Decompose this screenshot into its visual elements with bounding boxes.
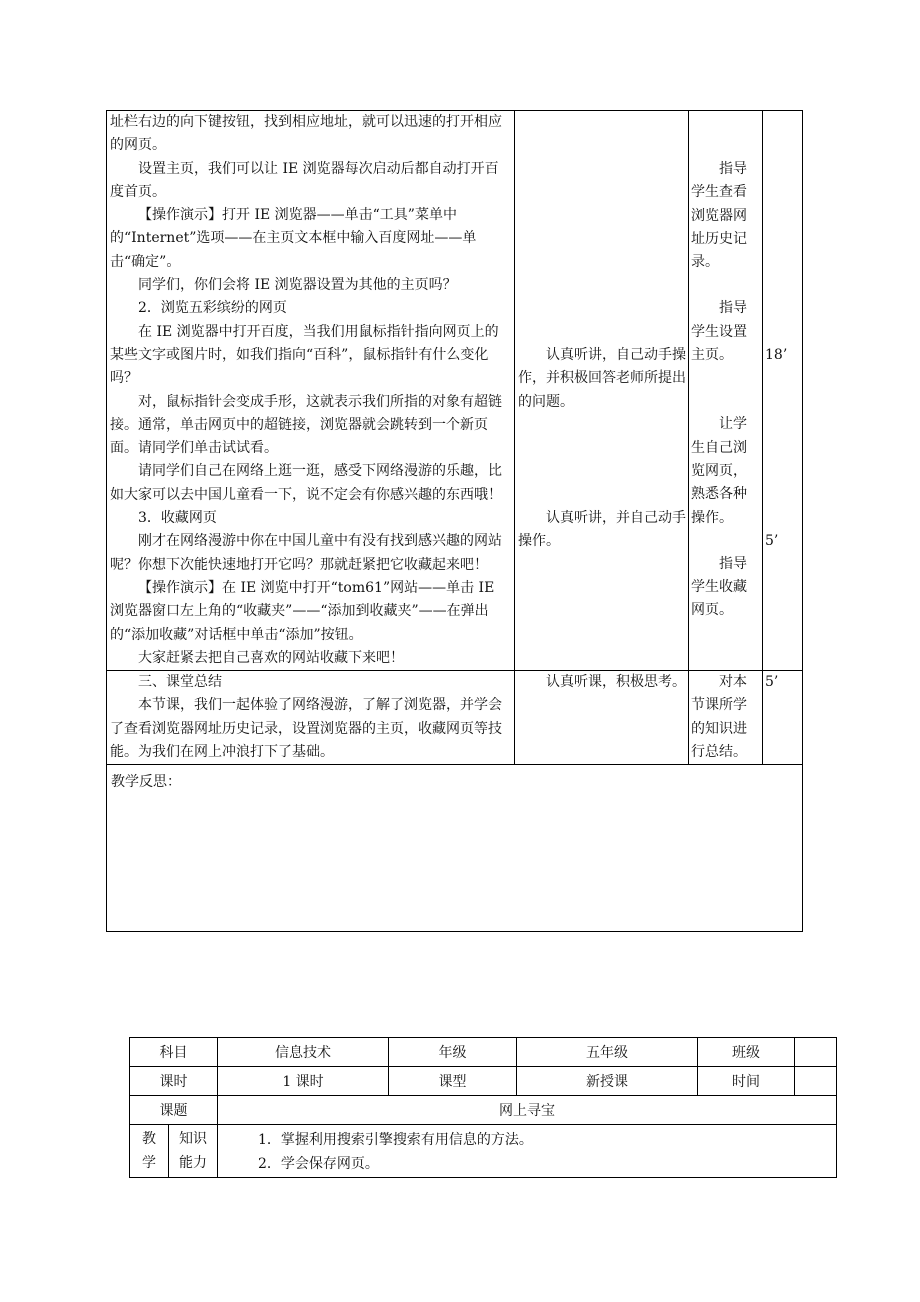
topic-label: 课题	[130, 1096, 218, 1125]
objective-label-knowledge: 知识 能力	[169, 1125, 218, 1178]
time-value	[795, 1067, 837, 1096]
summary-heading: 三、课堂总结	[138, 674, 222, 691]
time-value-2: 5’	[765, 533, 779, 550]
reflection-label: 教学反思：	[111, 774, 181, 791]
hours-label: 课时	[130, 1067, 218, 1096]
main-para-10: 【操作演示】在 IE 浏览中打开“tom61”网站——单击 IE 浏览器窗口左上角的“收藏夹”——“添加到收藏夹”——在弹出的“添加收藏”对话框中单击“添加”按钮。	[110, 579, 495, 643]
summary-time-value: 5’	[765, 674, 779, 691]
topic-value: 网上寻宝	[218, 1096, 837, 1125]
main-para-4: 2．浏览五彩缤纷的网页	[138, 300, 287, 317]
subject-value: 信息技术	[218, 1038, 389, 1067]
reflection-cell	[107, 765, 803, 932]
lesson-process-table	[106, 110, 803, 932]
summary-body: 本节课，我们一起体验了网络漫游，了解了浏览器，并学会了查看浏览器网址历史记录，设置浏览器的主页，收藏网页等技能。为我们在网上冲浪打下了基础。	[110, 697, 502, 761]
reflection-row	[107, 765, 803, 932]
info-row-hours	[130, 1067, 837, 1096]
main-para-1: 设置主页，我们可以让 IE 浏览器每次启动后都自动打开百度首页。	[110, 160, 499, 200]
objective-label-teaching: 教 学	[130, 1125, 169, 1178]
teacher-activity-cell	[107, 111, 515, 671]
design-intent-4: 指导学生收藏网页。	[691, 555, 747, 619]
time-cell	[763, 111, 803, 671]
design-intent-2: 指导学生设置主页。	[691, 300, 747, 364]
summary-cell	[107, 671, 515, 765]
info-row-objectives	[130, 1125, 837, 1178]
design-intent-3: 让学生自己浏览网页，熟悉各种操作。	[691, 416, 747, 526]
design-intent-cell	[689, 111, 763, 671]
summary-intent-cell	[689, 671, 763, 765]
lesson-info-table	[129, 1037, 837, 1178]
main-para-8: 3．收藏网页	[138, 510, 217, 527]
design-intent-1: 指导学生查看浏览器网址历史记录。	[691, 161, 747, 271]
main-para-7: 请同学们自己在网络上逛一逛，感受下网络漫游的乐趣，比如大家可以去中国儿童看一下，说不定会有你感兴趣的东西哦！	[110, 463, 502, 503]
class-value	[795, 1038, 837, 1067]
grade-label: 年级	[389, 1038, 517, 1067]
hours-value: 1 课时	[218, 1067, 389, 1096]
class-label: 班级	[698, 1038, 795, 1067]
student-activity-cell	[515, 111, 689, 671]
student-activity-1: 认真听讲，自己动手操作，并积极回答老师所提出的问题。	[518, 347, 686, 410]
summary-student-cell	[515, 671, 689, 765]
type-value: 新授课	[517, 1067, 698, 1096]
time-label: 时间	[698, 1067, 795, 1096]
student-activity-2: 认真听讲，并自己动手操作。	[518, 509, 686, 550]
subject-label: 科目	[130, 1038, 218, 1067]
main-para-5: 在 IE 浏览器中打开百度，当我们用鼠标指针指向网页上的某些文字或图片时，如我们指向“百科”，鼠标指针有什么变化吗？	[110, 323, 499, 387]
summary-row	[107, 671, 803, 765]
activity-row-browsing	[107, 111, 803, 671]
info-row-topic	[130, 1096, 837, 1125]
grade-value: 五年级	[517, 1038, 698, 1067]
main-para-2: 【操作演示】打开 IE 浏览器——单击“工具”菜单中的“Internet”选项——在主页文本框中输入百度网址——单击“确定”。	[110, 207, 477, 270]
summary-student-activity: 认真听课，积极思考。	[546, 674, 686, 691]
summary-design-intent: 对本节课所学的知识进行总结。	[691, 674, 747, 761]
objective-1: 1．掌握利用搜索引擎搜索有用信息的方法。	[258, 1132, 533, 1148]
info-row-subject	[130, 1038, 837, 1067]
objectives-cell	[218, 1125, 837, 1178]
summary-time-cell	[763, 671, 803, 765]
objective-2: 2．学会保存网页。	[258, 1156, 379, 1172]
main-para-3: 同学们，你们会将 IE 浏览器设置为其他的主页吗？	[138, 277, 457, 294]
type-label: 课型	[389, 1067, 517, 1096]
main-para-9: 刚才在网络漫游中你在中国儿童中有没有找到感兴趣的网站呢？你想下次能快速地打开它吗？那就赶紧把它收藏起来吧！	[110, 533, 502, 573]
main-para-0: 址栏右边的向下键按钮，找到相应地址，就可以迅速的打开相应的网页。	[110, 114, 502, 154]
time-value-1: 18’	[765, 347, 788, 363]
main-para-6: 对，鼠标指针会变成手形，这就表示我们所指的对象有超链接。通常，单击网页中的超链接，浏览器就会跳转到一个新页面。请同学们单击试试看。	[110, 393, 502, 457]
main-para-11: 大家赶紧去把自己喜欢的网站收藏下来吧！	[138, 649, 404, 666]
